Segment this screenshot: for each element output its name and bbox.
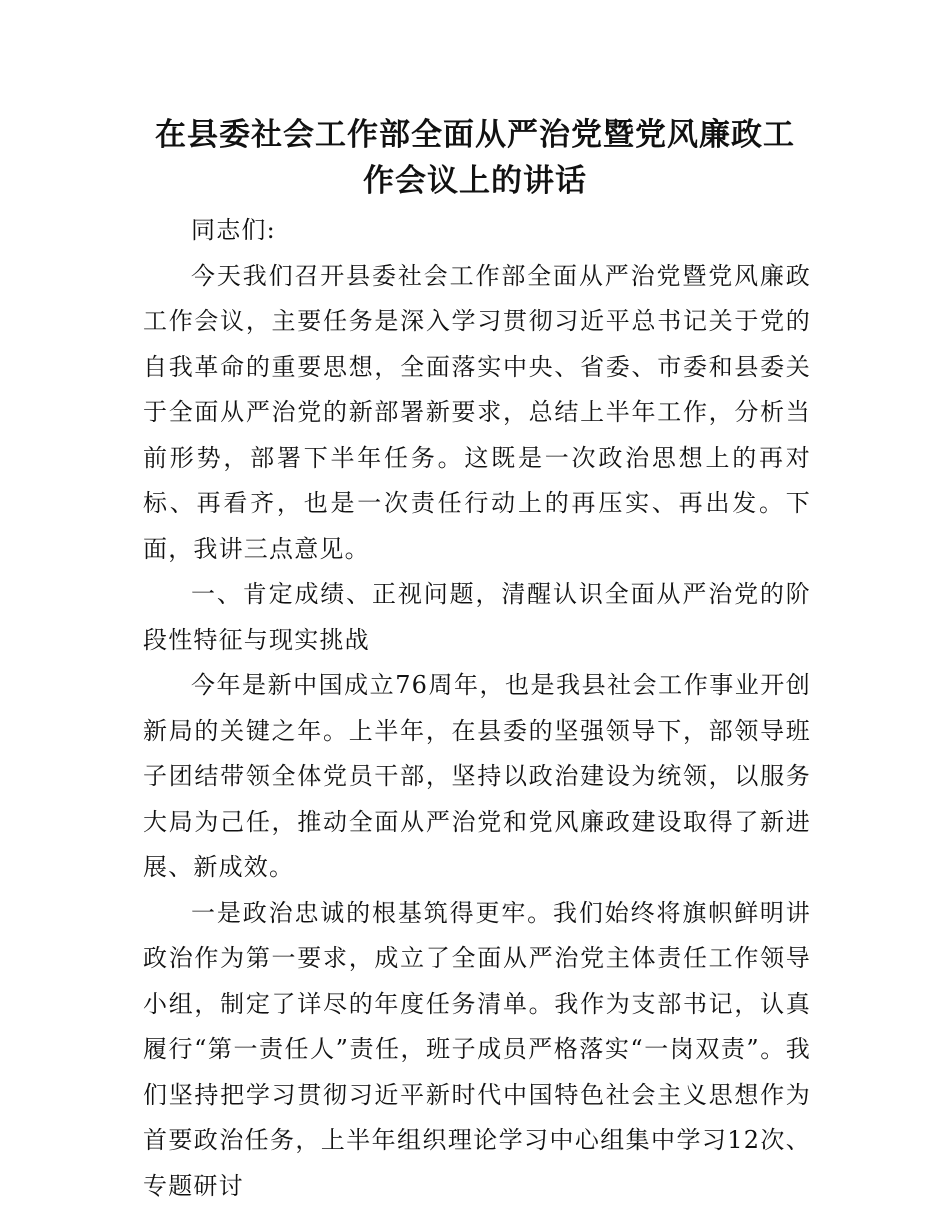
title-line-1: 在县委社会工作部全面从严治党暨党风廉政工 [155,117,795,153]
greeting: 同志们: [191,216,276,244]
section-heading-1: 一、肯定成绩、正视问题，清醒认识全面从严治党的阶段性特征与现实挑战 [143,580,811,654]
paragraph-political-loyalty: 一是政治忠诚的根基筑得更牢。我们始终将旗帜鲜明讲政治作为第一要求，成立了全面从严治党主体责任工作领导小组，制定了详尽的年度任务清单。我作为支部书记，认真履行“第一责任人”责任，班子成员严格落实“一岗双责”。我们坚持把学习贯彻习近平新时代中国特色社会主义思想作为首要政治任务，上半年组织理论学习中心组集中学习12次、专题研讨 [143,898,811,1200]
paragraph-achievements: 今年是新中国成立76周年，也是我县社会工作事业开创新局的关键之年。上半年，在县委的坚强领导下，部领导班子团结带领全体党员干部，坚持以政治建设为统领，以服务大局为己任，推动全面从严治党和党风廉政建设取得了新进展、新成效。 [143,671,811,881]
document-title [120,112,830,204]
paragraph-intro: 今天我们召开县委社会工作部全面从严治党暨党风廉政工作会议，主要任务是深入学习贯彻习近平总书记关于党的自我革命的重要思想，全面落实中央、省委、市委和县委关于全面从严治党的新部署新要求，总结上半年工作，分析当前形势，部署下半年任务。这既是一次政治思想上的再对标、再看齐，也是一次责任行动上的再压实、再出发。下面，我讲三点意见。 [143,261,811,563]
title-line-2: 作会议上的讲话 [363,163,587,199]
document-body [143,208,811,1209]
